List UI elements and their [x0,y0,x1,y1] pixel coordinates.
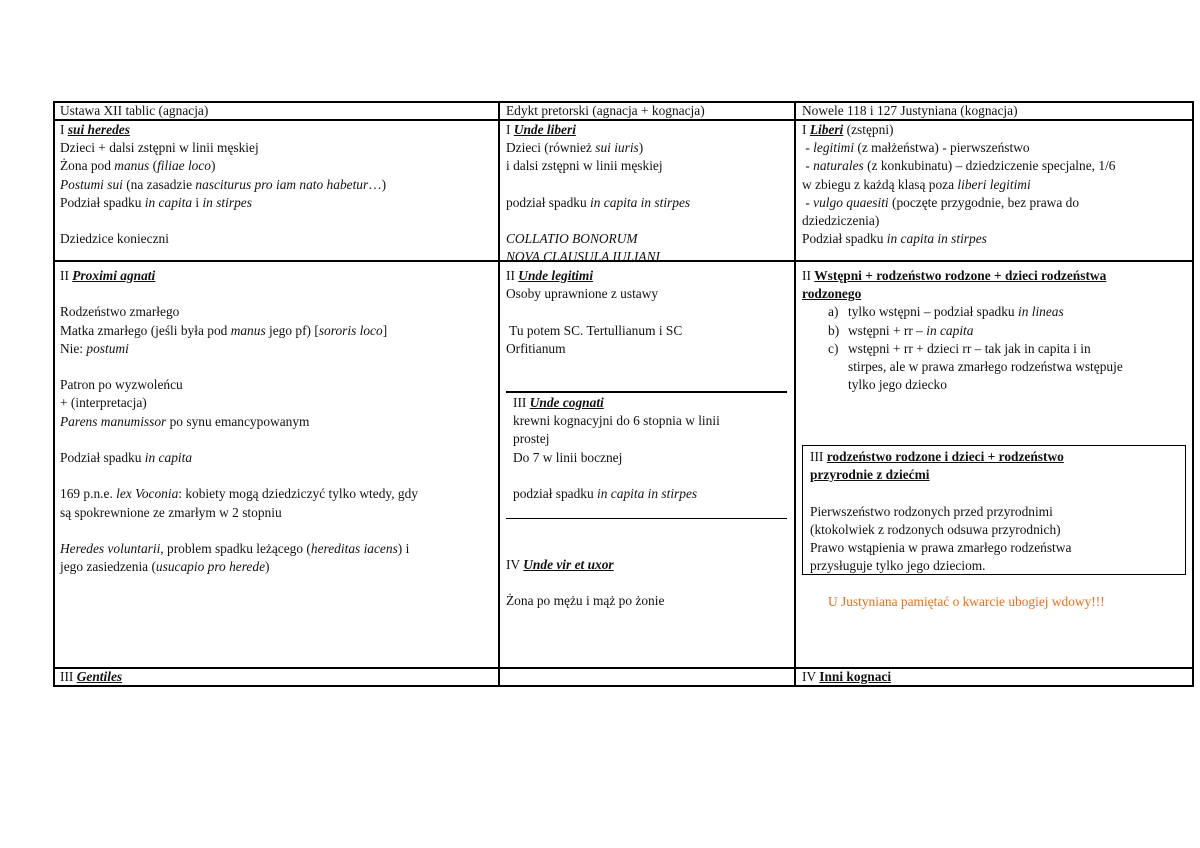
col2-row1-line: COLLATIO BONORUM [506,231,638,247]
spacer [60,358,418,376]
col2-cognati-heading: III Unde cognati [513,395,604,410]
col2-vir-uxor-line: Żona po mężu i mąż po żonie [506,593,665,609]
col2-row1-line: Dzieci (również sui iuris) [506,140,644,156]
col1-row1-line: Dziedzice konieczni [60,231,169,247]
col3-row2-heading: II Wstępni + rodzeństwo rodzone + dzieci rodzeństwa [802,268,1107,283]
col2-row1-heading: I Unde liberi [506,122,576,137]
col1-row1-line: Dzieci + dalsi zstępni w linii męskiej [60,140,259,156]
header-col3: Nowele 118 i 127 Justyniana (kognacja) [802,103,1018,118]
table-border-left [53,101,55,687]
table-col-divider-1 [498,101,500,687]
col3-row2-list [802,303,1123,358]
spacer [810,484,1071,502]
col2-row1-line: podział spadku in capita in stirpes [506,194,691,210]
col2-row2-line: Osoby uprawnione z ustawy [506,286,659,302]
col2-row2-cell [506,267,682,358]
col3-siblings-heading-cont: przyrodnie z dziećmi [810,467,930,483]
spacer [506,176,690,194]
list-item: b) wstępni + rr – in capita [828,322,974,338]
header-col1: Ustawa XII tablic (agnacja) [60,103,209,118]
col2-row2-line: Tu potem SC. Tertullianum i SC [506,322,683,338]
col3-row2-list-cont: tylko jego dziecko [848,377,947,393]
col1-row2-line: Podział spadku in capita [60,449,193,465]
col2-cognati-cell [513,394,720,503]
spacer [513,467,720,485]
spacer [60,467,418,485]
col2-cognati-line: Do 7 w linii bocznej [513,449,623,465]
col1-row2-line: Rodzeństwo zmarłego [60,304,180,320]
col1-row1-line: Postumi sui (na zasadzie nasciturus pro iam nato habetur…) [60,176,387,192]
col3-siblings-line: (ktokolwiek z rodzonych odsuwa przyrodnich) [810,521,1061,537]
spacer [506,212,690,230]
col3-row2-cell [802,267,1123,394]
cognati-box-bottom-line [506,518,787,519]
list-item: c) wstępni + rr + dzieci rr – tak jak in capita i in [828,340,1091,356]
col1-row2-line: + (interpretacja) [60,395,147,411]
spacer [60,212,386,230]
col3-row1-line: w zbiegu z każdą klasą poza liberi legitimi [802,176,1031,192]
table-col-divider-2 [794,101,796,687]
col3-row1-line: - naturales (z konkubinatu) – dziedziczenie specjalne, 1/6 [802,158,1116,174]
inheritance-table [53,101,1194,687]
col1-row2-heading: II Proximi agnati [60,268,156,283]
col1-row2-line: Matka zmarłego (jeśli była pod manus jego pf) [sororis loco] [60,322,388,338]
header-col2: Edykt pretorski (agnacja + kognacja) [506,103,705,118]
col2-cognati-line: podział spadku in capita in stirpes [513,486,698,501]
col3-siblings-line: Pierwszeństwo rodzonych przed przyrodnimi [810,503,1053,519]
spacer [60,522,418,540]
list-item: a) tylko wstępni – podział spadku in lineas [828,304,1064,320]
col3-siblings-cell [810,448,1071,575]
col3-siblings-heading: III rodzeństwo rodzone i dzieci + rodzeństwo [810,449,1064,464]
col3-row2-heading-cont: rodzonego [802,286,862,302]
col2-row2-line: Orfitianum [506,340,566,356]
col3-row1-line: Podział spadku in capita in stirpes [802,231,987,247]
col2-row1-line: NOVA CLAUSULA IULIANI [506,249,661,265]
spacer [506,574,664,592]
table-border-right [1192,101,1194,687]
col1-row2-line: 169 p.n.e. lex Voconia: kobiety mogą dziedziczyć tylko wtedy, gdy [60,486,419,502]
col3-row1-line: - legitimi (z małżeństwa) - pierwszeństwo [802,140,1030,156]
col3-row1-line: - vulgo quaesiti (poczęte przygodnie, bez prawa do [802,194,1080,210]
col2-vir-uxor-heading: IV Unde vir et uxor [506,557,614,572]
col3-row1-heading: I Liberi (zstępni) [802,122,894,137]
spacer [60,431,418,449]
col3-siblings-line: przysługuje tylko jego dzieciom. [810,558,986,574]
cognati-box-top-line [506,391,787,393]
col2-row1-line: i dalsi zstępni w linii męskiej [506,158,663,174]
col1-row3-heading: III Gentiles [60,669,123,684]
col3-note: U Justyniana pamiętać o kwarcie ubogiej wdowy!!! [828,594,1105,609]
col1-row2-line: są spokrewnione ze zmarłym w 2 stopniu [60,504,282,520]
col1-row1-line: Podział spadku in capita i in stirpes [60,194,252,210]
col3-row3-heading: IV Inni kognaci [802,669,892,684]
col3-row1-cell [802,121,1115,248]
col1-row2-line: Nie: postumi [60,340,129,356]
col1-row2-line: Patron po wyzwoleńcu [60,377,183,393]
col3-row1-line: dziedziczenia) [802,213,880,229]
spacer [506,303,682,321]
col1-row2-line: jego zasiedzenia (usucapio pro herede) [60,559,270,575]
col1-row1-line: Żona pod manus (filiae loco) [60,158,216,174]
col2-vir-uxor-cell [506,556,664,611]
col1-row1-cell [60,121,386,248]
col2-cognati-line: krewni kognacyjni do 6 stopnia w linii [513,413,720,429]
table-border-bottom [53,685,1194,687]
col1-row2-line: Parens manumissor po synu emancypowanym [60,413,310,429]
col1-row2-cell [60,267,418,576]
col2-row2-heading: II Unde legitimi [506,268,594,283]
col1-row2-line: Heredes voluntarii, problem spadku leżącego (hereditas iacens) i [60,540,410,556]
col3-siblings-line: Prawo wstąpienia w prawa zmarłego rodzeństwa [810,540,1072,555]
spacer [60,285,418,303]
col3-row2-list-cont: stirpes, ale w prawa zmarłego rodzeństwa wstępuje [848,359,1123,375]
col2-cognati-line: prostej [513,431,550,447]
table-row2-divider [53,667,1194,669]
col1-row1-heading: I sui heredes [60,122,130,137]
col2-row1-cell [506,121,690,267]
